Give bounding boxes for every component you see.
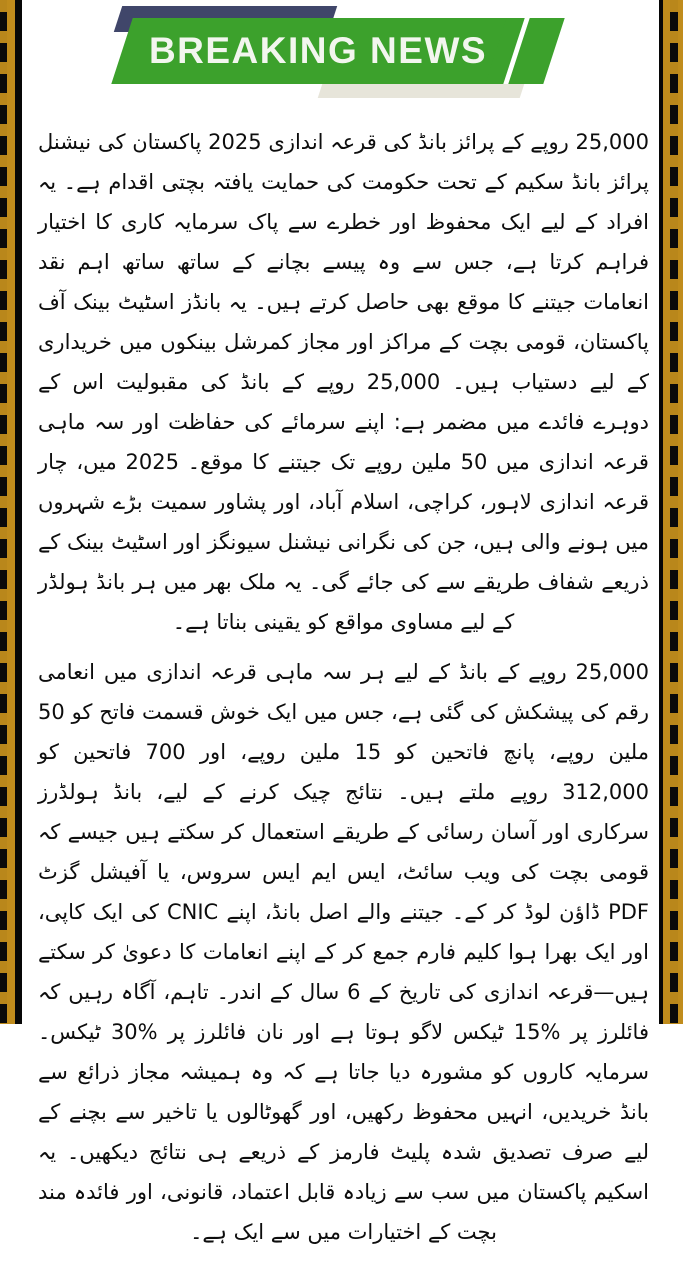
banner-beige-shadow-shape bbox=[318, 84, 525, 98]
right-decorative-border bbox=[659, 0, 683, 1024]
news-article bbox=[38, 122, 649, 1262]
article-paragraph-1: 25,000 روپے کے پرائز بانڈ کی قرعہ اندازی 2025 پاکستان کی نیشنل پرائز بانڈ سکیم کے تحت حکومت کی حمایت یافتہ بچتی اقدام ہے۔ یہ افراد کے لیے ایک محفوظ اور خطرے سے پاک سرمایہ کاری کا اختیار فراہم کرتا ہے، جس سے وہ پیسے بچانے کے ساتھ ساتھ اہم نقد انعامات جیتنے کا موقع بھی حاصل کرتے ہیں۔ یہ بانڈز اسٹیٹ بینک آف پاکستان، قومی بچت کے مراکز اور مجاز کمرشل بینکوں میں خریداری کے لیے دستیاب ہیں۔ 25,000 روپے کے بانڈ کی مقبولیت اس کے دوہرے فائدے میں مضمر ہے: اپنے سرمائے کی حفاظت اور سہ ماہی قرعہ اندازی میں 50 ملین روپے تک جیتنے کا موقع۔ 2025 میں، چار قرعہ اندازی لاہور، کراچی، اسلام آباد، اور پشاور سمیت بڑے شہروں میں ہونے والی ہیں، جن کی نگرانی نیشنل سیونگز اور اسٹیٹ بینک کے ذریعے شفاف طریقے سے کی جائے گی۔ یہ ملک بھر میں ہر بانڈ ہولڈر کے لیے مساوی مواقع کو یقینی بناتا ہے۔ bbox=[38, 130, 649, 634]
breaking-news-banner bbox=[0, 0, 683, 110]
article-paragraph-2: 25,000 روپے کے بانڈ کے لیے ہر سہ ماہی قرعہ اندازی میں انعامی رقم کی پیشکش کی گئی ہے، جس میں ایک خوش قسمت فاتح کو 50 ملین روپے، پانچ فاتحین کو 15 ملین روپے، اور 700 فاتحین کو 312,000 روپے ملتے ہیں۔ نتائج چیک کرنے کے لیے، بانڈ ہولڈرز سرکاری اور آسان رسائی کے طریقے استعمال کر سکتے ہیں جیسے کہ قومی بچت کی ویب سائٹ، ایس ایم ایس سروس، یا آفیشل گزٹ PDF ڈاؤن لوڈ کر کے۔ جیتنے والے اصل بانڈ، اپنے CNIC کی ایک کاپی، اور ایک بھرا ہوا کلیم فارم جمع کر کے اپنے انعامات کا دعویٰ کر سکتے ہیں—قرعہ اندازی کی تاریخ کے 6 سال کے اندر۔ تاہم، آگاہ رہیں کہ فائلرز پر %15 ٹیکس لاگو ہوتا ہے اور نان فائلرز پر %30 ٹیکس۔ سرمایہ کاروں کو مشورہ دیا جاتا ہے کہ وہ ہمیشہ مجاز ذرائع سے بانڈ خریدیں، انہیں محفوظ رکھیں، اور گھوٹالوں یا تاخیر سے بچنے کے لیے صرف تصدیق شدہ پلیٹ فارمز کے ذریعے ہی نتائج دیکھیں۔ یہ اسکیم پاکستان میں سب سے زیادہ قابل اعتماد، قانونی، اور فائدہ مند بچت کے اختیارات میں سے ایک ہے۔ bbox=[38, 660, 650, 1244]
banner-title: BREAKING NEWS bbox=[148, 30, 488, 71]
left-decorative-border bbox=[0, 0, 22, 1024]
